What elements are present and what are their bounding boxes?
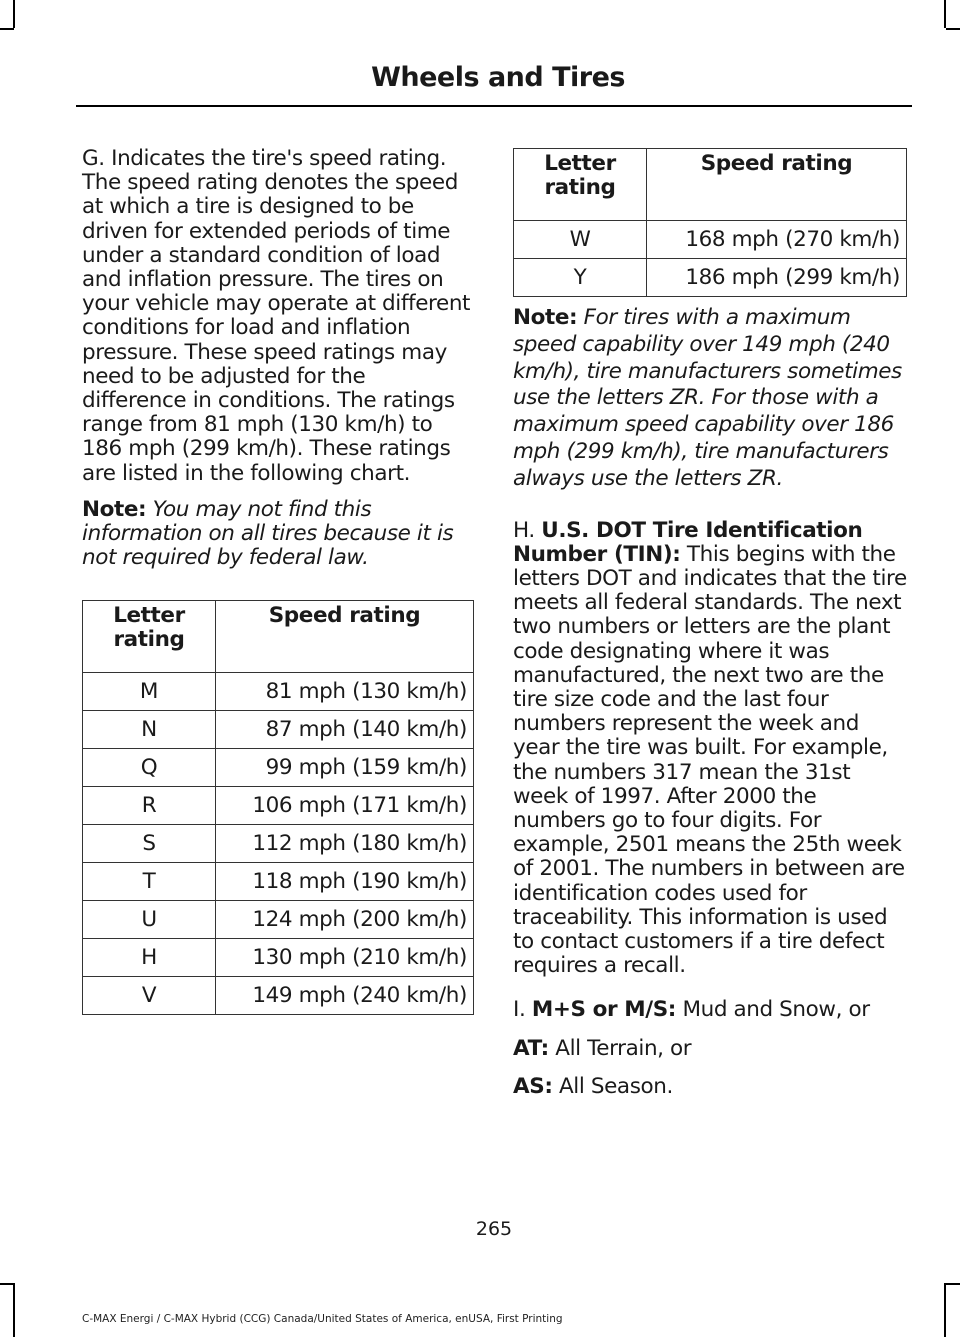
speed-rating-header: Speed rating [647, 149, 907, 221]
federal-law-note [82, 498, 474, 571]
header-rule [76, 105, 912, 107]
item-prefix: H. [513, 517, 535, 543]
table-row [83, 939, 474, 977]
crop-mark [13, 0, 15, 28]
tin-text: This begins with the letters DOT and indicates that the tire meets all federal standards. The next two numbers or letters are the plant code designating where it was manufactured, the next two are the tire size code and the last four numbers represent the week and year the tire was built. For example, the numbers 317 mean the 31st week of 1997. After 2000 the numbers go to four digits. For example, 2501 means the 25th week of 2001. The numbers in between are identification codes used for traceability. This information is used to contact customers if a tire defect requires a recall. [513, 541, 907, 979]
letter-cell: Q [83, 749, 216, 787]
right-column [513, 148, 907, 1111]
letter-cell: Y [514, 259, 647, 297]
as-label: AS: [513, 1073, 553, 1099]
speed-cell: 81 mph (130 km/h) [216, 673, 474, 711]
note-label: Note: [82, 496, 147, 522]
speed-rating-header: Speed rating [216, 601, 474, 673]
tin-paragraph [513, 519, 907, 979]
all-terrain-paragraph [513, 1037, 907, 1061]
crop-mark [0, 28, 14, 30]
speed-cell: 87 mph (140 km/h) [216, 711, 474, 749]
as-text: All Season. [558, 1073, 673, 1099]
table-row [83, 749, 474, 787]
letter-cell: R [83, 787, 216, 825]
speed-cell: 118 mph (190 km/h) [216, 863, 474, 901]
speed-cell: 106 mph (171 km/h) [216, 787, 474, 825]
letter-rating-header: Letter rating [514, 149, 647, 221]
speed-cell: 124 mph (200 km/h) [216, 901, 474, 939]
table-row [83, 673, 474, 711]
speed-cell: 149 mph (240 km/h) [216, 977, 474, 1015]
speed-rating-table [82, 600, 474, 1015]
speed-cell: 186 mph (299 km/h) [647, 259, 907, 297]
crop-mark [944, 1283, 946, 1337]
crop-mark [0, 1283, 14, 1285]
at-label: AT: [513, 1035, 549, 1061]
speed-cell: 130 mph (210 km/h) [216, 939, 474, 977]
table-row [83, 863, 474, 901]
tin-label: U.S. DOT Tire Identification Number (TIN): [513, 517, 863, 567]
crop-mark [946, 1283, 960, 1285]
table-header-row [514, 149, 907, 221]
all-season-paragraph [513, 1075, 907, 1099]
note-text: You may not find this information on all tires because it is not required by federal law. [82, 496, 454, 571]
table-row [83, 901, 474, 939]
table-row [83, 825, 474, 863]
section-title: Wheels and Tires [371, 62, 625, 93]
left-column [82, 147, 474, 1023]
letter-cell: M [83, 673, 216, 711]
at-text: All Terrain, or [555, 1035, 692, 1061]
table-row [514, 221, 907, 259]
letter-cell: W [514, 221, 647, 259]
ms-label: M+S or M/S: [531, 997, 676, 1023]
crop-mark [13, 1283, 15, 1337]
item-prefix: I. [513, 997, 526, 1023]
speed-cell: 112 mph (180 km/h) [216, 825, 474, 863]
zr-note [513, 305, 907, 493]
letter-cell: U [83, 901, 216, 939]
crop-mark [944, 0, 946, 28]
letter-cell: H [83, 939, 216, 977]
note-label: Note: [513, 305, 578, 330]
speed-cell: 168 mph (270 km/h) [647, 221, 907, 259]
publication-footer: C-MAX Energi / C-MAX Hybrid (CCG) Canada/United States of America, enUSA, First Printing [82, 1313, 563, 1325]
letter-cell: N [83, 711, 216, 749]
speed-rating-table-continued [513, 148, 907, 297]
table-row [83, 977, 474, 1015]
letter-cell: T [83, 863, 216, 901]
mud-snow-paragraph [513, 998, 907, 1022]
letter-cell: S [83, 825, 216, 863]
note-text: For tires with a maximum speed capability over 149 mph (240 km/h), tire manufacturers sometimes use the letters ZR. For those with a maximum speed capability over 186 mph (299 km/h), tire manufacturers always use the letters ZR. [513, 305, 902, 491]
table-row [514, 259, 907, 297]
crop-mark [946, 28, 960, 30]
letter-rating-header: Letter rating [83, 601, 216, 673]
speed-rating-intro: G. Indicates the tire's speed rating. The speed rating denotes the speed at which a tire is designed to be driven for extended periods of time under a standard condition of load and inflation pressure. The tires on your vehicle may operate at different conditions for load and inflation pressure. These speed ratings may need to be adjusted for the difference in conditions. The ratings range from 81 mph (130 km/h) to 186 mph (299 km/h). These ratings are listed in the following chart. [82, 146, 471, 486]
table-row [83, 711, 474, 749]
letter-cell: V [83, 977, 216, 1015]
table-header-row [83, 601, 474, 673]
table-row [83, 787, 474, 825]
speed-cell: 99 mph (159 km/h) [216, 749, 474, 787]
page-number: 265 [475, 1218, 513, 1240]
ms-text: Mud and Snow, or [682, 997, 870, 1023]
